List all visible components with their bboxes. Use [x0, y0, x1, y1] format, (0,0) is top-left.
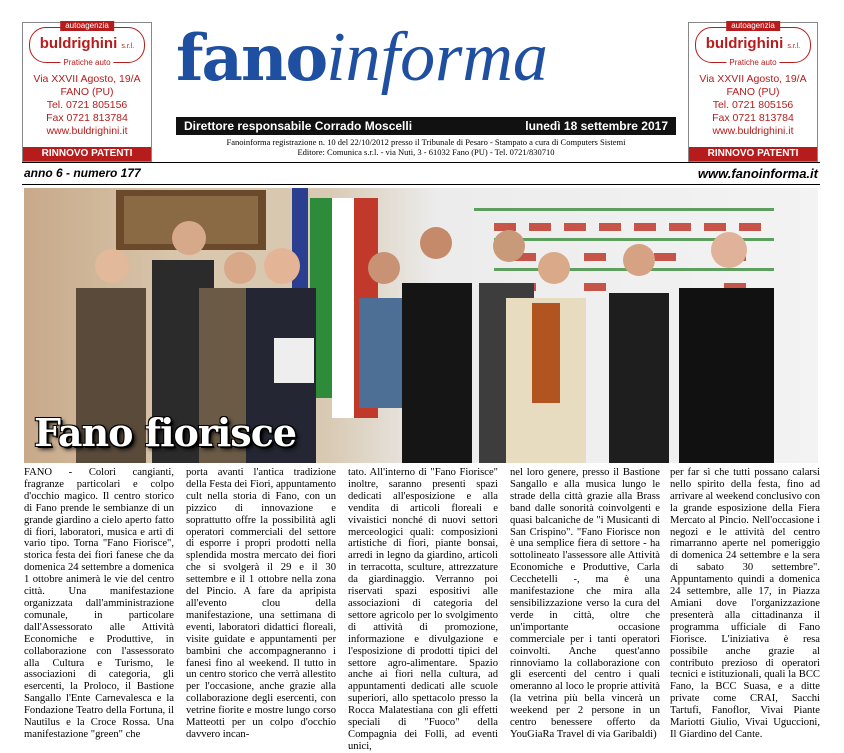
- ad-city: FANO (PU): [726, 86, 780, 98]
- ad-web-link[interactable]: www.buldrighini.it: [712, 125, 794, 137]
- divider-top: [22, 162, 820, 163]
- ad-city: FANO (PU): [60, 86, 114, 98]
- registration-info: [176, 137, 676, 157]
- article-body: [24, 467, 821, 752]
- article-column-2-text: porta avanti l'antica tradizione della Festa dei Fiori, appuntamento cult nella storia di Fano, con un pizzico di innovazione e soprattutto offre la possibilità agli operatori commerciali del settore di esporre i propri prodotti nella splendida mostra mercato dei fiori che si svolgerà il 29 e il 30 settembre e il 1 ottobre nella zona del Pincio. A fare da apripista all'evento clou della manifestazione, una settimana di eventi, laboratori didattici floreali, visite guidate e appuntamenti per bambini che accompagneranno i fanesi fino al weekend. Il tutto in un centro storico che verrà allestito per l'occasione, anche grazie alla collaborazione degli esercenti, con vetrine fiorite e mostre lungo corso Matteotti per un colpo d'occhio davvero incan-: [186, 467, 336, 740]
- director-bar: [176, 117, 676, 135]
- issue-number: anno 6 - numero 177: [24, 166, 141, 180]
- issue-date: lunedì 18 settembre 2017: [525, 119, 668, 133]
- ad-address: Via XXVII Agosto, 19/A: [699, 73, 807, 85]
- ad-tel: Tel. 0721 805156: [712, 99, 794, 111]
- article-column-3: [348, 467, 498, 753]
- director-name: Direttore responsabile Corrado Moscelli: [184, 119, 413, 133]
- ad-agency-label: autoagenzia: [726, 21, 780, 31]
- ad-srl: s.r.l.: [787, 43, 801, 50]
- ad-contact: [689, 73, 817, 138]
- ad-tagline: Pratiche auto: [726, 58, 779, 68]
- ad-agency-label: autoagenzia: [60, 21, 114, 31]
- ad-srl: s.r.l.: [121, 43, 135, 50]
- registration-line-2: Editore: Comunica s.r.l. - via Nuti, 3 - 61032 Fano (PU) - Tel. 0721/830710: [297, 147, 555, 157]
- article-column-5-text: per far sì che tutti possano calarsi nello spirito della festa, fino ad arrivare al weekend conclusivo con la grande esposizione della Fiera Mercato al Pincio. Nell'occasione i negozi e le attività del centro rimarranno aperte nel pomeriggio di domenica 24 settembre e la sera di sabato 30 settembre". Appuntamento quindi a domenica 24 settembre, alle 17, in Piazza Amiani dove l'organizzazione presenterà alla cittadinanza il programma ufficiale di Fano Fiorisce. L'iniziativa è resa possibile anche grazie al contributo prezioso di operatori tecnici e istituzionali, quali la BCC Fano, la BCC Suasa, e a ditte private come CRAI, Sacchi Tartufi, Fanoflor, Vivai Piante Mariotti Giulio, Vivai Uguccioni, Il Giardino del Cante.: [670, 467, 821, 740]
- buldrighini-logo: [29, 21, 145, 67]
- ad-banner: RINNOVO PATENTI: [689, 147, 817, 161]
- ad-address: Via XXVII Agosto, 19/A: [33, 73, 141, 85]
- ad-brand-name: buldrighini: [39, 35, 118, 52]
- registration-line-1: Fanoinforma registrazione n. 10 del 22/10/2012 presso il Tribunale di Pesaro - Stampato a cura di Computers Sistemi: [226, 137, 626, 147]
- ad-fax: Fax 0721 813784: [46, 112, 128, 124]
- ad-buldrighini-left[interactable]: [22, 22, 152, 162]
- ad-banner: RINNOVO PATENTI: [23, 147, 151, 161]
- article-column-1: [24, 467, 174, 741]
- article-column-4-text: nel loro genere, presso il Bastione Sangallo e alla musica lungo le strade della città grazie alla Brass band dalle sonorità coinvolgenti e quasi balcaniche de "i Musicanti di San Crispino". "Fano Fiorisce non è una semplice fiera di settore - ha sottolineato l'assessore alle Attività Economiche e Produttive, Carla Cecchetelli -, ma è una manifestazione che mira alla sensibilizzazione verso la cura del verde in città, oltre che un'importante occasione commerciale per i tanti operatori coinvolti. Anche quest'anno rinnoviamo la collaborazione con gli esercenti del centro i quali omeranno al loco le proprie attività (la vetrina più bella vincerà un weekend per 2 persone in un centro benessere offerto da YouGiaRa Travel di via Garibaldi): [510, 467, 660, 740]
- ad-buldrighini-right[interactable]: [688, 22, 818, 162]
- ad-tel: Tel. 0721 805156: [46, 99, 128, 111]
- ad-fax: Fax 0721 813784: [712, 112, 794, 124]
- masthead-logo: [176, 18, 676, 98]
- ad-web-link[interactable]: www.buldrighini.it: [46, 125, 128, 137]
- article-column-2: [186, 467, 336, 741]
- article-column-1-text: FANO - Colori cangianti, fragranze particolari e colpo d'occhio magico. Il centro storico di Fano prende le sembianze di un grande giardino a cielo aperto fatto di fiori, laboratori, musica e arti di vario tipo. Torna "Fano Fiorisce", storica festa dei fiori fanese che da domenica 24 settembre a domenica 1 ottobre animerà le vie del centro città. Una manifestazione organizzata dall'amministrazione comunale, in particolare dall'Assessorato alle Attività Economiche e Produttive, in collaborazione con l'assessorato alla Cultura e Turismo, le associazioni di categoria, gli esercenti, la Proloco, il Bastione Sangallo l'Ente Carnevalesca e la Fondazione Teatro della Fortuna, il Nautilus e la Croce Rossa. Una manifestazione "green" che: [24, 467, 174, 740]
- ad-brand-name: buldrighini: [705, 35, 784, 52]
- ad-contact: [23, 73, 151, 138]
- article-column-4: [510, 467, 660, 741]
- masthead-fano: fano: [176, 21, 327, 96]
- ad-tagline: Pratiche auto: [60, 58, 113, 68]
- article-column-5: [670, 467, 820, 741]
- website-link[interactable]: www.fanoinforma.it: [697, 166, 818, 181]
- masthead-informa: informa: [326, 19, 548, 96]
- article-headline: Fano fiorisce: [34, 410, 297, 455]
- article-column-3-text: tato. All'interno di "Fano Fiorisce" inoltre, saranno presenti spazi dedicati all'esposizione e alla vendita di articoli floreali e vivaistici nonché di nuovi settori merceologici quali: composizioni artistiche di fiori, piante bonsai, arredi in legno da giardino, articoli in terracotta, sculture, attrezzature da giardinaggio. Verranno poi riservati spazi espositivi alle associazioni di categoria del settore agricolo per lo svolgimento di attività di promozione, informazione e divulgazione e l'esposizione di prodotti tipici del settore agro-alimentare. Spazio anche ai fiori nella cultura, ad appuntamenti dedicati alle scuole superiori, allo spettacolo presso la Rocca Malatestiana con gli effetti speciali di "Fuoco" della Compagnia dei Folli, ad eventi unici,: [348, 467, 498, 752]
- divider-bottom: [22, 184, 820, 185]
- buldrighini-logo: [695, 21, 811, 67]
